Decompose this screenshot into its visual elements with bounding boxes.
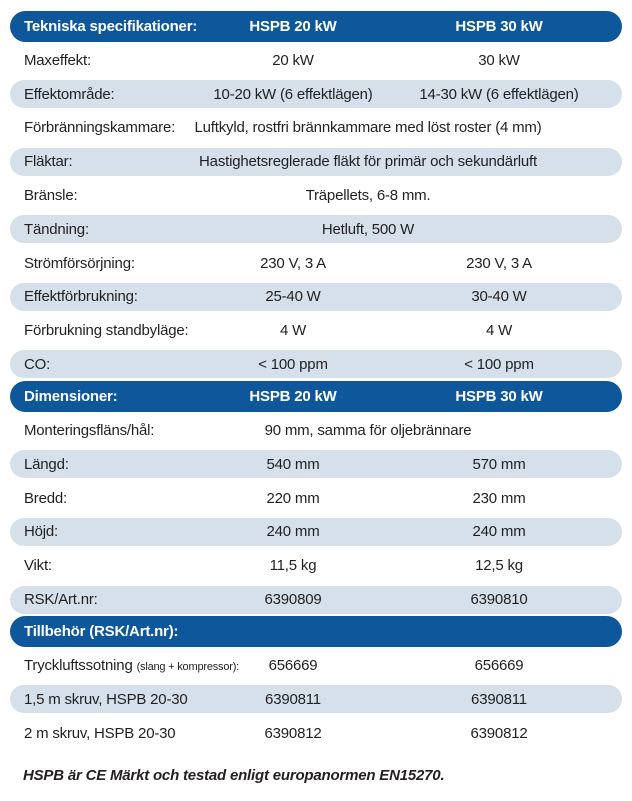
row-value-hspb30: 230 V, 3 A	[466, 254, 532, 272]
column-header-hspb20: HSPB 20 kW	[249, 388, 337, 406]
table-row	[10, 685, 622, 713]
row-label: Maxeffekt:	[24, 51, 91, 69]
section-header-tekniska	[10, 11, 622, 42]
row-label: 1,5 m skruv, HSPB 20-30	[24, 690, 188, 708]
row-label-main: Tryckluftssotning	[24, 657, 133, 675]
column-header-hspb30: HSPB 30 kW	[455, 18, 543, 35]
row-value-span: Hetluft, 500 W	[321, 220, 415, 238]
table-row	[10, 649, 622, 683]
row-value-span: Luftkyld, rostfri brännkammare med löst roster (4 mm)	[194, 119, 542, 137]
row-label: Effektområde:	[24, 85, 115, 103]
row-label: CO:	[24, 355, 51, 373]
row-label: Längd:	[24, 455, 69, 473]
row-value-hspb20: 6390811	[265, 690, 321, 708]
table-row	[10, 716, 622, 750]
row-label: Effektförbrukning:	[24, 288, 138, 306]
row-value-hspb20: 240 mm	[266, 523, 320, 541]
ce-certification-note: HSPB är CE Märkt och testad enligt europanormen EN15270.	[23, 767, 445, 785]
row-label: Bredd:	[24, 489, 67, 507]
table-row	[10, 111, 622, 145]
row-label: Tändning:	[24, 220, 89, 238]
section-title: Tillbehör (RSK/Art.nr):	[24, 623, 179, 641]
row-value-hspb30: 14-30 kW (6 effektlägen)	[419, 85, 579, 103]
table-row	[10, 43, 622, 77]
table-row	[10, 450, 622, 478]
row-value-hspb30: 6390811	[471, 690, 527, 708]
row-value-hspb30: 30 kW	[478, 51, 520, 69]
column-header-hspb30: HSPB 30 kW	[455, 388, 543, 406]
table-row	[10, 179, 622, 213]
row-value-hspb30: < 100 ppm	[464, 355, 534, 373]
table-row	[10, 518, 622, 546]
row-value-hspb20: 6390809	[264, 591, 322, 609]
row-value-span: 90 mm, samma för oljebrännare	[264, 422, 472, 440]
table-row	[10, 80, 622, 108]
row-value-span: Träpellets, 6-8 mm.	[305, 186, 431, 204]
row-value-hspb30: 4 W	[485, 322, 513, 340]
row-label: 2 m skruv, HSPB 20-30	[24, 724, 176, 742]
row-value-hspb20: 25-40 W	[265, 288, 321, 306]
row-value-hspb30: 30-40 W	[471, 288, 527, 306]
section-title: Dimensioner:	[24, 388, 118, 406]
row-label: Vikt:	[24, 557, 52, 575]
row-value-hspb20: < 100 ppm	[258, 355, 328, 373]
table-row	[10, 148, 622, 176]
row-value-hspb30: 230 mm	[472, 489, 526, 507]
spec-table	[10, 11, 622, 750]
table-row	[10, 481, 622, 515]
row-value-hspb30: 6390810	[470, 591, 528, 609]
row-label: Förbrukning standbyläge:	[24, 322, 189, 340]
section-title: Tekniska specifikationer:	[24, 18, 198, 35]
row-label: Höjd:	[24, 523, 59, 541]
section-header-tillbehor	[10, 616, 622, 647]
row-label-small: (slang + kompressor):	[136, 661, 240, 674]
row-label: Monteringsfläns/hål:	[24, 422, 155, 440]
table-row	[10, 314, 622, 348]
row-value-hspb20: 220 mm	[266, 489, 320, 507]
table-row	[10, 549, 622, 583]
row-value-hspb20: 20 kW	[272, 51, 314, 69]
row-value-hspb20: 11,5 kg	[269, 557, 317, 575]
table-row	[10, 350, 622, 378]
column-header-hspb20: HSPB 20 kW	[249, 18, 337, 35]
table-row	[10, 246, 622, 280]
table-row	[10, 586, 622, 614]
row-value-hspb30: 6390812	[470, 724, 528, 742]
row-value-hspb20: 656669	[268, 657, 318, 675]
row-value-span: Hastighetsreglerade fläkt för primär och sekundärluft	[199, 153, 537, 171]
row-value-hspb30: 656669	[474, 657, 524, 675]
row-label: Strömförsörjning:	[24, 254, 135, 272]
table-row	[10, 283, 622, 311]
row-value-hspb30: 570 mm	[472, 455, 526, 473]
row-label: Förbränningskammare:	[24, 119, 176, 137]
table-row	[10, 414, 622, 448]
row-value-hspb20: 540 mm	[266, 455, 320, 473]
row-value-hspb30: 12,5 kg	[475, 557, 523, 575]
row-label: Bränsle:	[24, 186, 78, 204]
table-row	[10, 215, 622, 243]
row-value-hspb20: 4 W	[279, 322, 307, 340]
row-value-hspb20: 230 V, 3 A	[260, 254, 326, 272]
row-value-hspb30: 240 mm	[472, 523, 526, 541]
section-header-dimensioner	[10, 381, 622, 412]
row-value-hspb20: 10-20 kW (6 effektlägen)	[213, 85, 373, 103]
row-label	[24, 657, 240, 675]
row-value-hspb20: 6390812	[264, 724, 322, 742]
row-label: RSK/Art.nr:	[24, 591, 98, 609]
row-label: Fläktar:	[24, 153, 73, 171]
